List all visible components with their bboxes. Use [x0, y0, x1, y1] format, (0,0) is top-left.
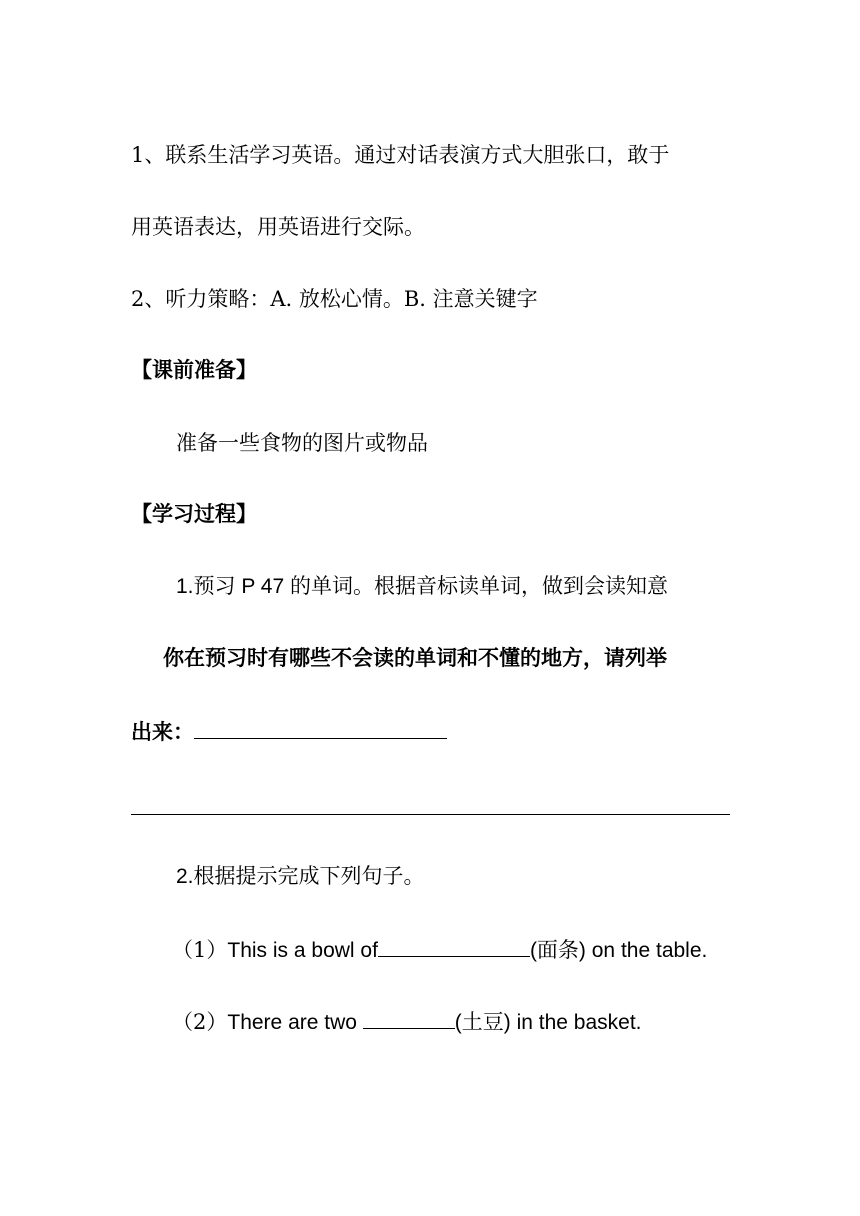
goal-1-line-2: 用英语表达，用英语进行交际。 [131, 215, 425, 239]
sentence-1 [172, 934, 707, 966]
prep-heading: 【课前准备】 [131, 359, 257, 382]
sentence-1-text: This is a bowl of [227, 939, 378, 962]
question-line-1: 你在预习时有哪些不会读的单词和不懂的地方，请列举 [163, 647, 667, 670]
sentence-2-text: There are two [227, 1011, 363, 1034]
goal-2: 2、听力策略：A. 放松心情。B. 注意关键字 [131, 287, 538, 311]
sentence-1-number: （1） [172, 938, 228, 962]
sentence-1-blank[interactable] [378, 934, 530, 957]
question-label: 出来： [131, 721, 194, 744]
sentence-2-blank[interactable] [363, 1006, 455, 1029]
answer-blank[interactable] [194, 716, 447, 739]
sentence-2-number: （2） [172, 1010, 228, 1034]
answer-rule[interactable] [131, 814, 730, 815]
question-line-2 [131, 716, 447, 748]
step-2: 2.根据提示完成下列句子。 [176, 865, 425, 888]
sentence-1-hint: (面条) on the table. [529, 939, 708, 962]
goal-1-line-1: 1、联系生活学习英语。通过对话表演方式大胆张口，敢于 [131, 143, 670, 167]
process-heading: 【学习过程】 [131, 503, 257, 526]
prep-content: 准备一些食物的图片或物品 [176, 431, 428, 455]
sentence-2-hint: (土豆) in the basket. [454, 1011, 642, 1034]
step-1: 1.预习 P 47 的单词。根据音标读单词，做到会读知意 [176, 575, 669, 598]
sentence-2 [172, 1006, 642, 1038]
